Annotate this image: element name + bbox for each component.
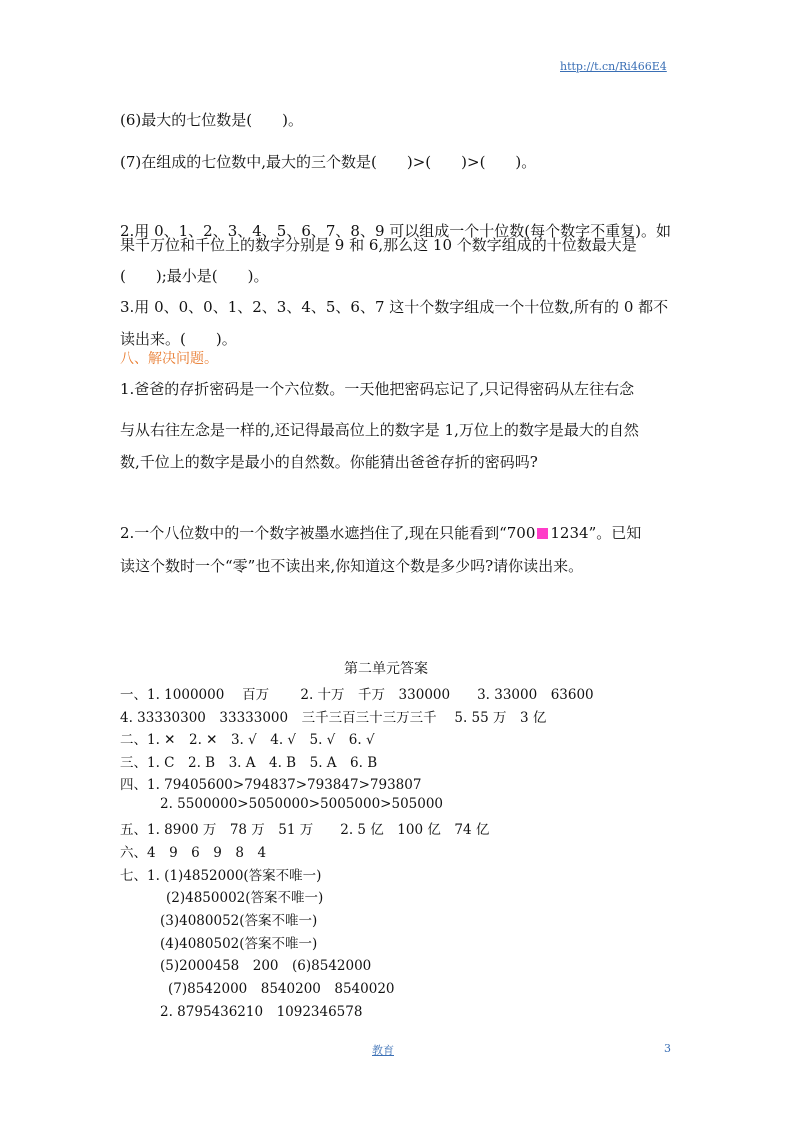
problem-2-line-2: 读这个数时一个“零”也不读出来,你知道这个数是多少吗?请你读出来。 — [120, 557, 584, 575]
problem-2-line-1 — [120, 522, 641, 543]
header-url-link[interactable]: http://t.cn/Ri466E4 — [560, 60, 667, 73]
question-2-line-3: ( );最小是( )。 — [120, 267, 269, 285]
problem-1-line-1: 1.爸爸的存折密码是一个六位数。一天他把密码忘记了,只记得密码从左往右念 — [120, 380, 635, 398]
answer-line: 六、4 9 6 9 8 4 — [120, 845, 267, 861]
problem-2-text-after-ink: 1234”。已知 — [550, 524, 642, 542]
answer-line: 五、1. 8900 万 78 万 51 万 2. 5 亿 100 亿 74 亿 — [120, 822, 490, 838]
answer-line: (5)2000458 200 (6)8542000 — [160, 958, 372, 974]
answer-line: 二、1. ✕ 2. ✕ 3. √ 4. √ 5. √ 6. √ — [120, 732, 375, 748]
question-2-line-2: 果千万位和千位上的数字分别是 9 和 6,那么这 10 个数字组成的十位数最大是 — [120, 236, 637, 254]
question-3-line-2: 读出来。( )。 — [120, 330, 237, 348]
answer-line: 一、1. 1000000 百万 2. 十万 千万 330000 3. 33000 63600 — [120, 687, 594, 703]
ink-blot-icon — [537, 528, 548, 539]
footer-link[interactable]: 教育 — [372, 1044, 394, 1057]
answer-line: (7)8542000 8540200 8540020 — [168, 981, 395, 997]
answer-line: 2. 5500000>5050000>5005000>505000 — [160, 796, 444, 812]
answer-line: (3)4080052(答案不唯一) — [160, 913, 318, 929]
answers-title: 第二单元答案 — [344, 661, 428, 677]
answer-line: 2. 8795436210 1092346578 — [160, 1004, 363, 1020]
answer-line: 4. 33330300 33333000 三千三百三十三万三千 5. 55 万 3 亿 — [120, 710, 547, 726]
problem-2-text-before-ink: 2.一个八位数中的一个数字被墨水遮挡住了,现在只能看到“700 — [120, 524, 536, 542]
answer-line: (4)4080502(答案不唯一) — [160, 936, 318, 952]
question-3-line-1: 3.用 0、0、0、1、2、3、4、5、6、7 这十个数字组成一个十位数,所有的 0 都不 — [120, 298, 669, 316]
problem-1-line-2: 与从右往左念是一样的,还记得最高位上的数字是 1,万位上的数字是最大的自然 — [120, 421, 639, 439]
question-2-line-1: 2.用 0、1、2、3、4、5、6、7、8、9 可以组成一个十位数(每个数字不重复)。如 — [120, 222, 671, 240]
answer-line: 三、1. C 2. B 3. A 4. B 5. A 6. B — [120, 755, 378, 771]
answer-line: (2)4850002(答案不唯一) — [166, 890, 324, 906]
answer-line: 四、1. 79405600>794837>793847>793807 — [120, 777, 422, 793]
question-6: (6)最大的七位数是( )。 — [120, 111, 303, 129]
problem-1-line-3: 数,千位上的数字是最小的自然数。你能猜出爸爸存折的密码吗? — [120, 453, 538, 471]
page-number: 3 — [664, 1042, 671, 1055]
question-7: (7)在组成的七位数中,最大的三个数是( )>( )>( )。 — [120, 153, 537, 171]
answer-line: 七、1. (1)4852000(答案不唯一) — [120, 868, 322, 884]
section-8-heading: 八、解决问题。 — [120, 351, 218, 367]
